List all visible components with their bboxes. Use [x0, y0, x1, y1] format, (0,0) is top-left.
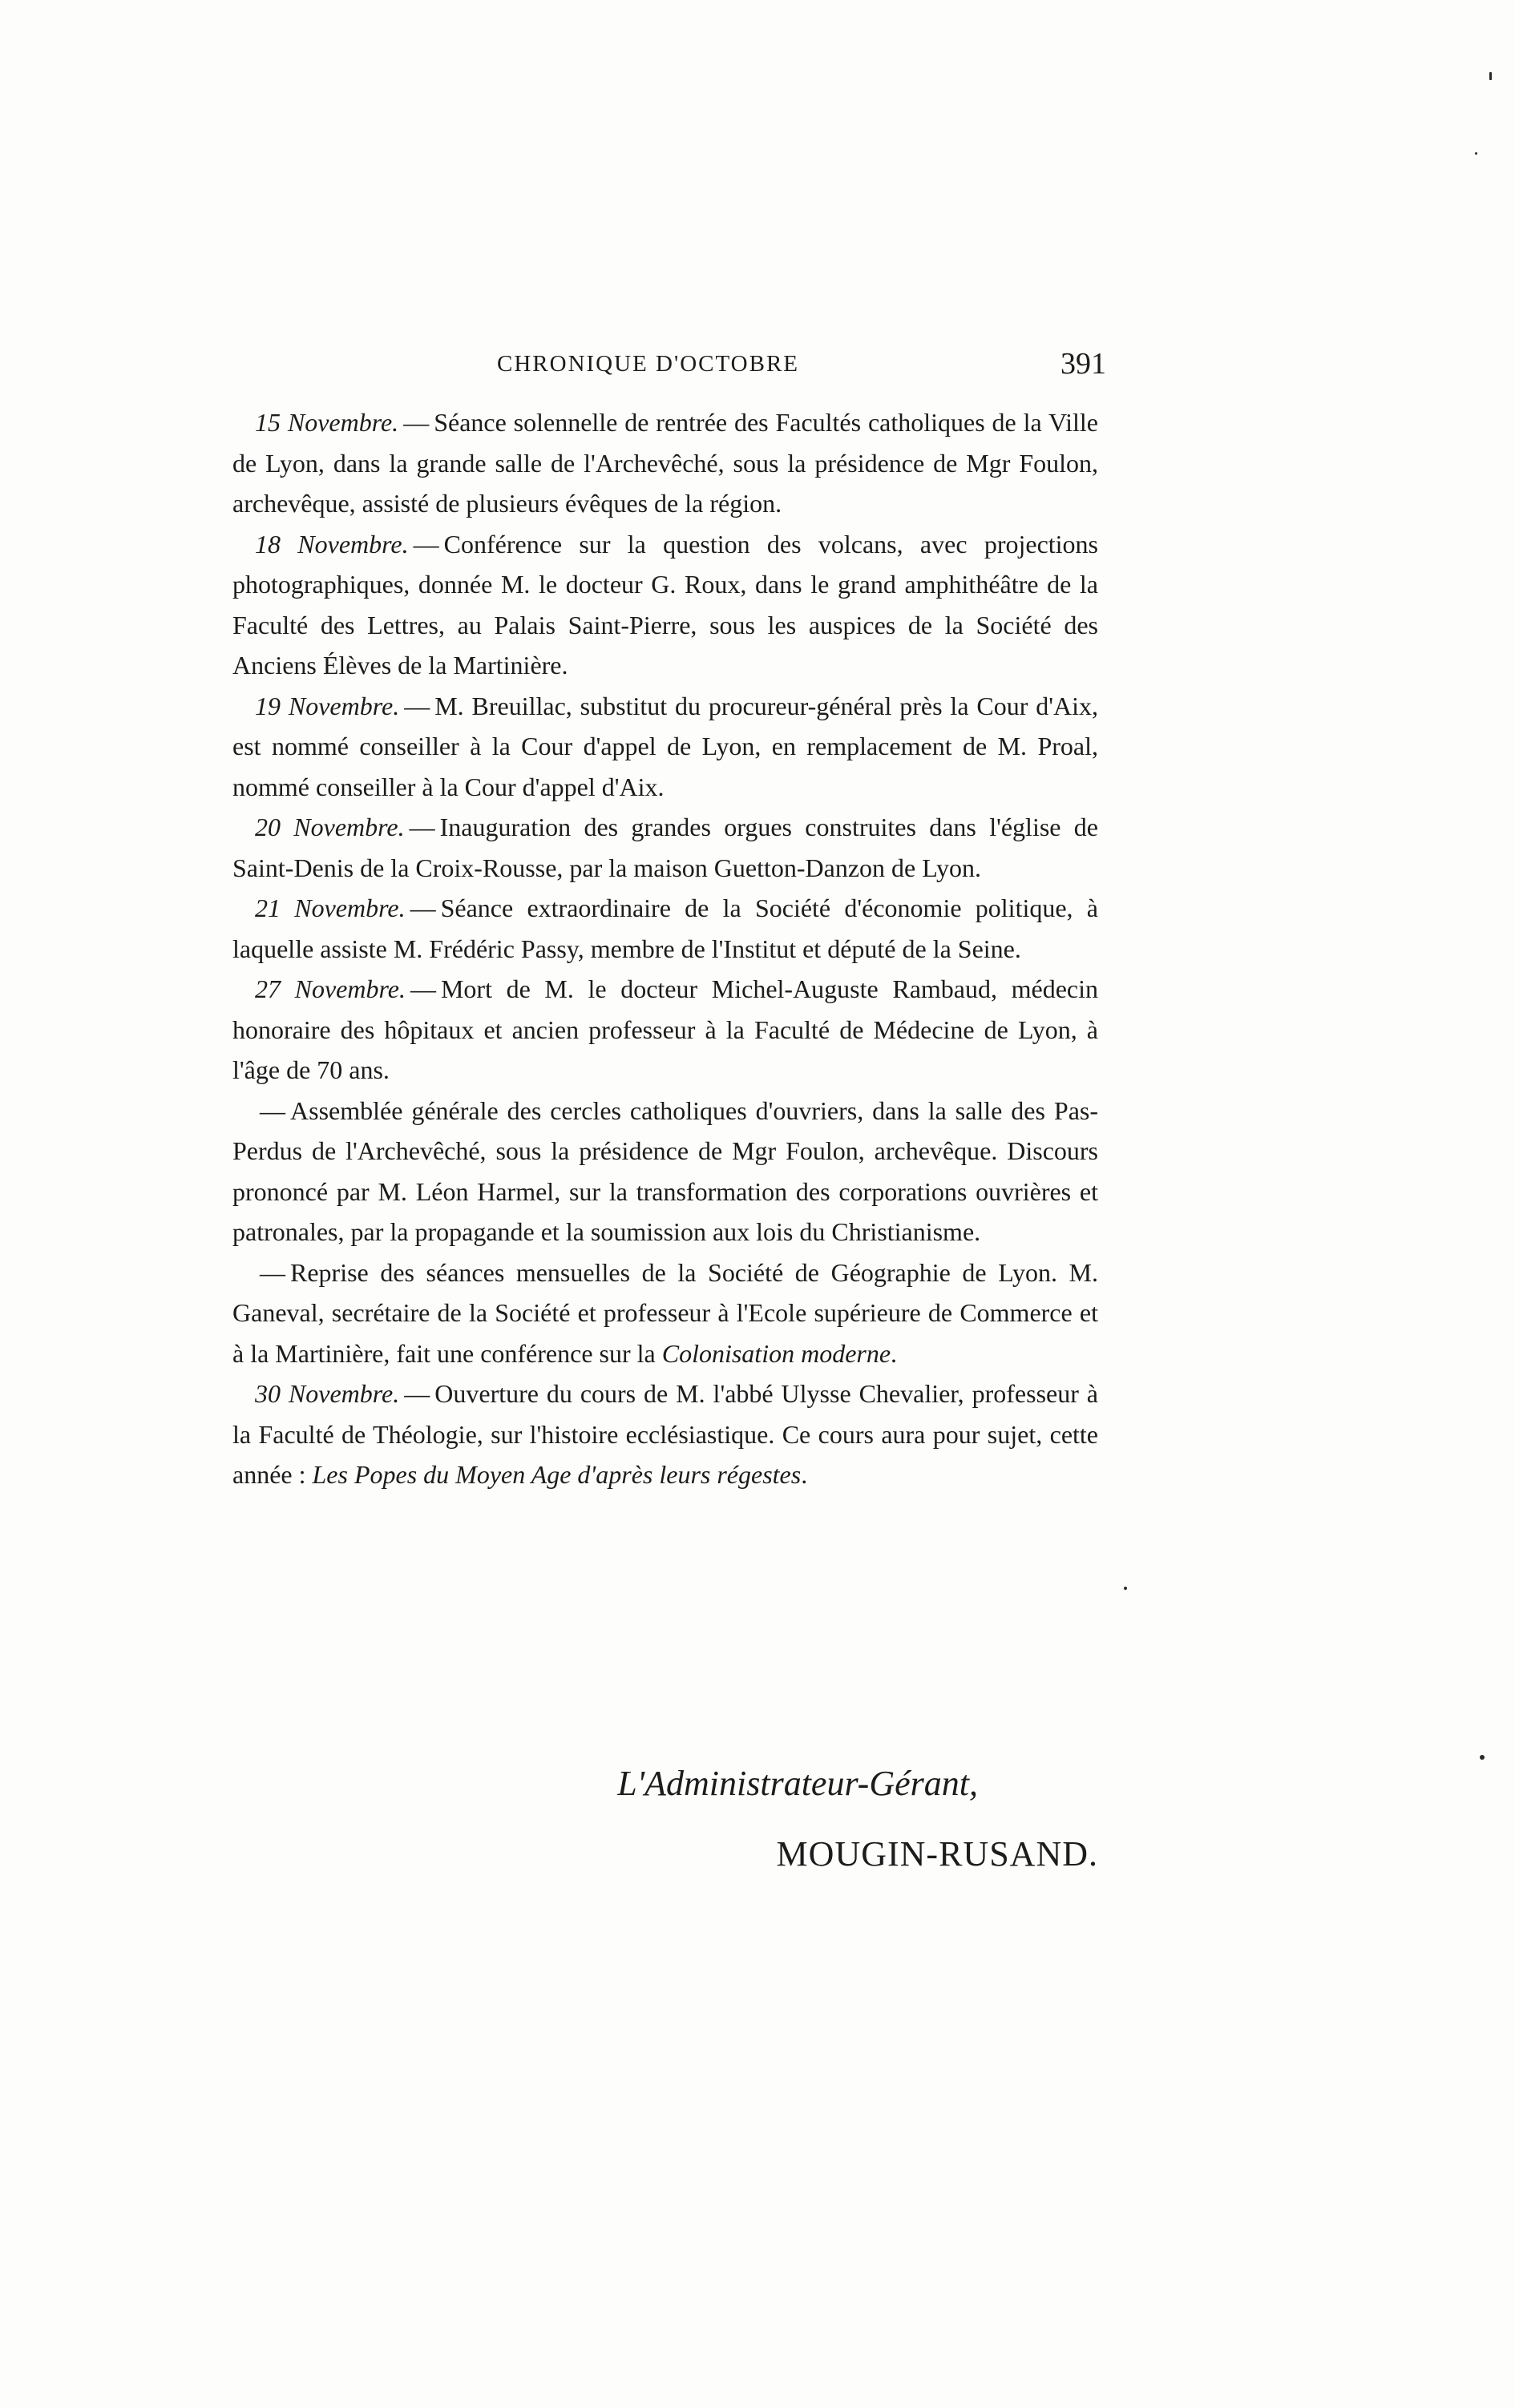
page-header — [232, 346, 1106, 394]
scan-speck — [1489, 72, 1492, 80]
entry-italic-title: Les Popes du Moyen Age d'après leurs régestes — [312, 1460, 802, 1489]
chronicle-text — [232, 402, 1098, 1495]
entry-italic-title: Colonisation moderne — [661, 1338, 891, 1368]
entry-punct: . — [891, 1338, 898, 1368]
scan-speck — [1480, 1755, 1485, 1760]
entry-date: 19 Novembre. — [255, 691, 400, 720]
entry-dash: — — [413, 529, 439, 559]
scan-speck — [1124, 1587, 1127, 1590]
entry-dash: — — [260, 1095, 285, 1125]
entry-continuation-geographie — [232, 1252, 1098, 1374]
entry-text: Conférence sur la question des volcans, avec projections photographiques, donnée M. le docteur G. Roux, dans le grand amphithéâtre de la Faculté des Lettres, au Palais Saint-Pierre, sous les auspices de la Société des Anciens Élèves de la Martinière. — [232, 529, 1099, 680]
entry-dash: — — [410, 974, 436, 1003]
entry-text: Séance extraordinaire de la Société d'économie politique, à laquelle assiste M. Frédéric Passy, membre de l'Institut et député de la Seine. — [232, 893, 1098, 963]
entry-dash: — — [403, 408, 430, 437]
entry-15-novembre — [232, 402, 1098, 524]
running-title: CHRONIQUE D'OCTOBRE — [497, 351, 800, 377]
entry-19-novembre — [232, 686, 1098, 808]
entry-27-novembre — [232, 969, 1098, 1091]
entry-date: 30 Novembre. — [255, 1379, 400, 1408]
entry-text: M. Breuillac, substitut du procureur-général près la Cour d'Aix, est nommé conseiller à la Cour d'appel de Lyon, en remplacement de M. Proal, nommé conseiller à la Cour d'appel d'Aix. — [232, 691, 1099, 801]
entry-30-novembre — [232, 1373, 1098, 1495]
scan-speck — [1475, 152, 1477, 155]
entry-dash: — — [409, 813, 435, 841]
entry-date: 15 Novembre. — [255, 408, 399, 437]
entry-text: Inauguration des grandes orgues construites dans l'église de Saint-Denis de la Croix-Rousse, par la maison Guetton-Danzon de Lyon. — [232, 813, 1099, 882]
page-number: 391 — [1060, 347, 1106, 381]
entry-text: Reprise des séances mensuelles de la Société de Géographie de Lyon. M. Ganeval, secrétaire de la Société et professeur à l'Ecole supérieure de Commerce et à la Martinière, fait une conférence sur la — [232, 1257, 1098, 1368]
entry-date: 21 Novembre. — [255, 893, 406, 922]
entry-continuation-assemblee — [232, 1091, 1098, 1252]
entry-dash: — — [260, 1257, 285, 1287]
entry-text: Ouverture du cours de M. l'abbé Ulysse Chevalier, professeur à la Faculté de Théologie, sur l'histoire ecclésiastique. Ce cours aura pour sujet, cette année : — [232, 1379, 1098, 1489]
entry-text: Assemblée générale des cercles catholiques d'ouvriers, dans la salle des Pas-Perdus de l'Archevêché, sous la présidence de Mgr Foulon, archevêque. Discours prononcé par M. Léon Harmel, sur la transformation des corporations ouvrières et patronales, par la propagande et la soumission aux lois du Christianisme. — [232, 1095, 1098, 1246]
entry-dash: — — [410, 893, 436, 922]
entry-date: 18 Novembre. — [255, 529, 409, 559]
entry-dash: — — [404, 691, 430, 720]
entry-21-novembre — [232, 888, 1098, 969]
entry-18-novembre — [232, 524, 1098, 686]
entry-20-novembre — [232, 807, 1098, 888]
entry-dash: — — [404, 1379, 430, 1408]
entry-text: Séance solennelle de rentrée des Facultés catholiques de la Ville de Lyon, dans la grande salle de l'Archevêché, sous la présidence de Mgr Foulon, archevêque, assisté de plusieurs évêques de la région. — [232, 408, 1099, 518]
signature-name: MOUGIN-RUSAND. — [776, 1834, 1098, 1874]
entry-text: Mort de M. le docteur Michel-Auguste Rambaud, médecin honoraire des hôpitaux et ancien professeur à la Faculté de Médecine de Lyon, à l'âge de 70 ans. — [232, 974, 1099, 1084]
entry-date: 27 Novembre. — [255, 974, 406, 1003]
signature-role: L'Administrateur-Gérant, — [617, 1764, 978, 1803]
entry-date: 20 Novembre. — [255, 813, 405, 841]
entry-punct: . — [801, 1460, 808, 1489]
